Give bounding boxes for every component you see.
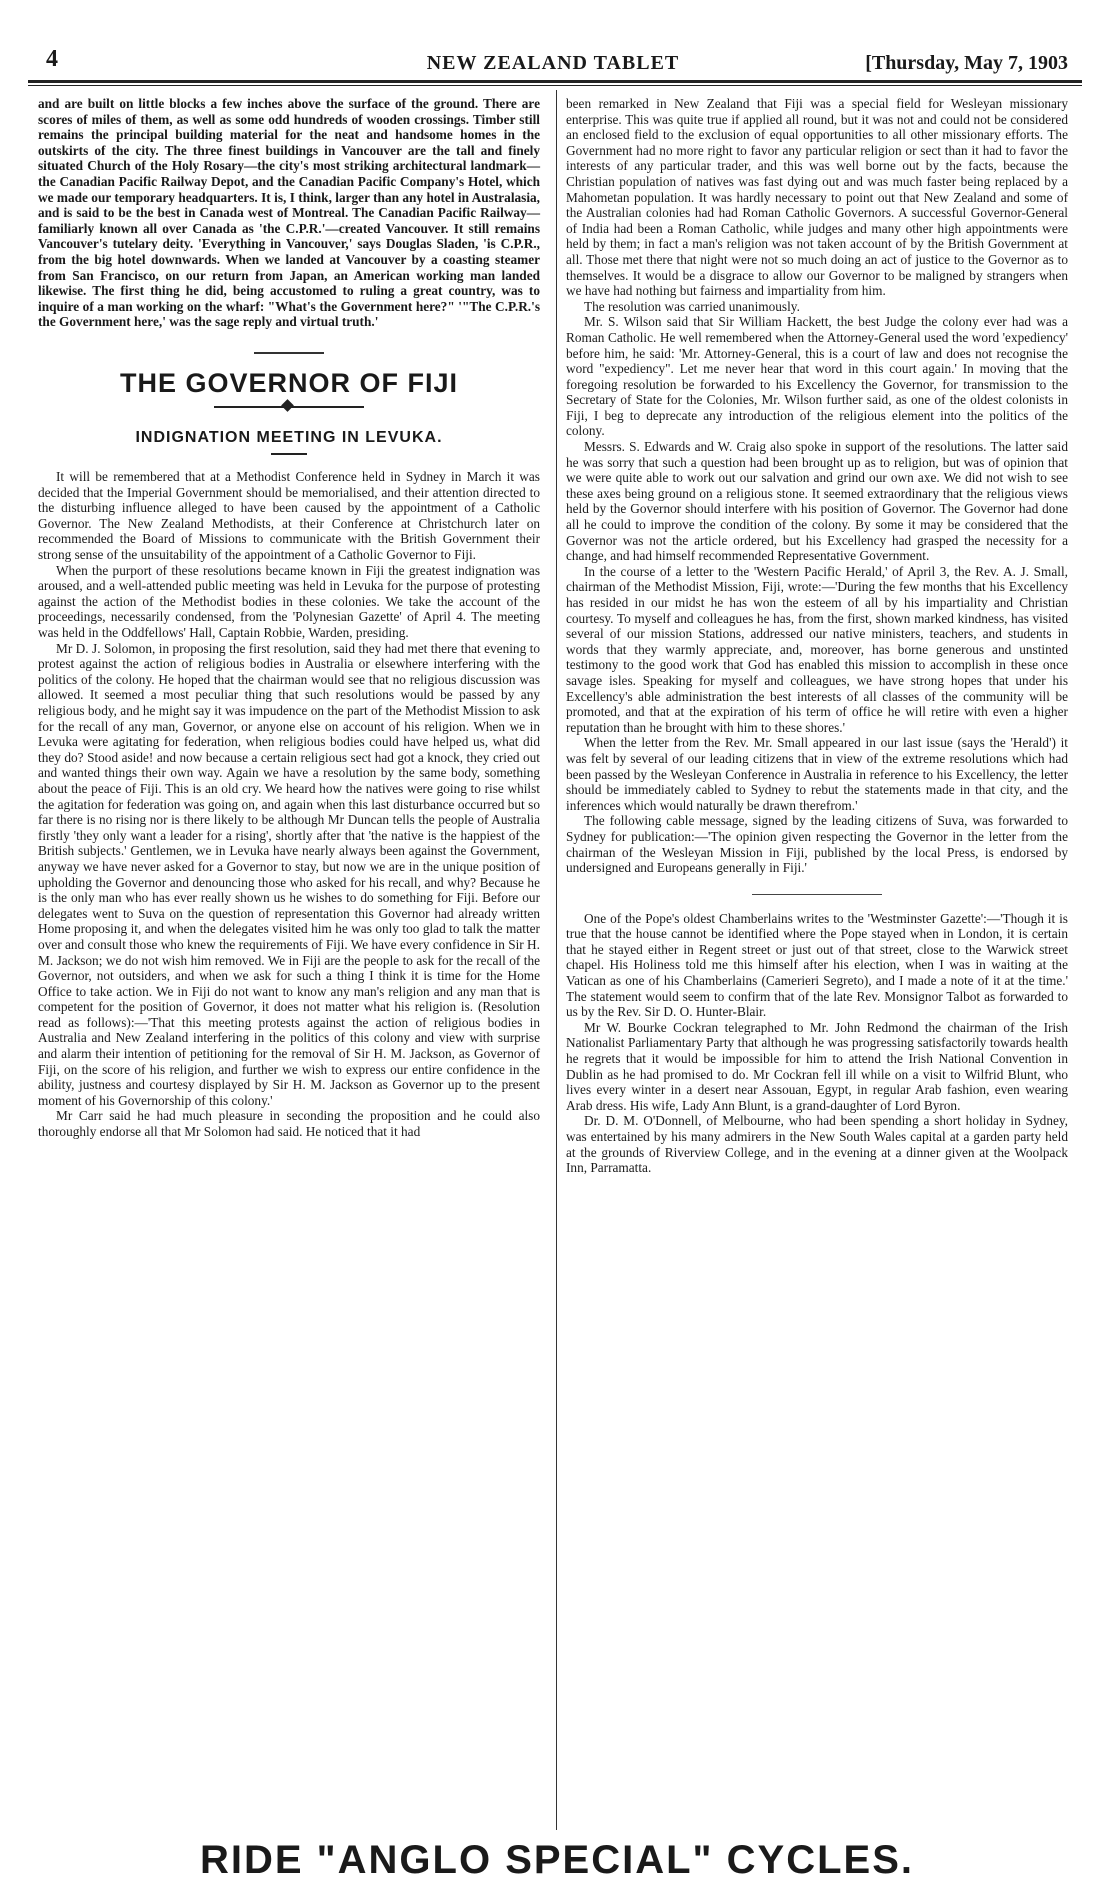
column-divider (556, 90, 557, 1830)
article-paragraph: It will be remembered that at a Methodist Conference held in Sydney in March it was decided that the Imperial Government should be memorialised, and their attention directed to the disturbing influence alleged to have been caused by the appointment of a Catholic Governor. The New Zealand Methodists, at their Conference at Christchurch later on recommended the Board of Missions to communicate with the British Government their strong sense of the unsuitability of the appointment of a Catholic Governor to Fiji. (38, 469, 540, 563)
news-item-paragraph: Mr W. Bourke Cockran telegraphed to Mr. John Redmond the chairman of the Irish Nationalist Parliamentary Party that although he was progressing satisfactorily towards health he regrets that it would be impossible for him to attend the Irish National Convention in Dublin as he had promised to do. Mr Cockran fell ill while on a visit to Wilfrid Blunt, who lives every winter in a desert near Assouan, Egypt, in regular Arab fashion, even wearing Arab dress. His wife, Lady Ann Blunt, is a grand-daughter of Lord Byron. (566, 1019, 1068, 1113)
header-rule-thin (28, 85, 1082, 86)
continued-article-text: and are built on little blocks a few inches above the surface of the ground. There are scores of miles of them, as well as some odd hundreds of wooden crossings. Timber still remains the principal building material for the neat and handsome homes in the outskirts of the city. The three finest buildings in Vancouver are the tall and finely situated Church of the Holy Rosary—the city's most striking architectural landmark—the Canadian Pacific Railway Depot, and the Canadian Pacific Company's Hotel, which we made our temporary headquarters. It is, I think, larger than any hotel in Australasia, and is said to be the best in Canada west of Montreal. The Canadian Pacific Railway—familiarly known all over Canada as 'the C.P.R.'—created Vancouver. It still remains Vancouver's tutelary deity. 'Everything in Vancouver,' says Douglas Sladen, 'is C.P.R., from the big hotel downwards. When we landed at Vancouver by a coasting steamer from San Francisco, on our return from Japan, an American working man landed likewise. The first thing he did, being accustomed to ruling a great country, was to inquire of a man working on the wharf: "What's the Government here?" '"The C.P.R.'s the Government here,' was the sage reply and virtual truth.' (38, 96, 540, 330)
article-headline: THE GOVERNOR OF FIJI (119, 367, 459, 398)
article-paragraph: The following cable message, signed by the leading citizens of Suva, was forwarded to Sydney for publication:—'The opinion given respecting the Governor in the letter from the chairman of the Wesleyan Mission in Fiji, published by the local Press, is endorsed by undersigned and Europeans generally in Fiji.' (566, 813, 1068, 876)
article-paragraph: been remarked in New Zealand that Fiji was a special field for Wesleyan missionary enterprise. This was quite true if applied all round, but it was not and could not be considered an enclosed field to the exclusion of equal opportunities to all other missionary efforts. The Government had no more right to favor any particular religion or sect than it had to favor the interests of any particular trader, and this was well borne out by the facts, because the Christian population of natives was fast dying out and was much faster being replaced by a Mahometan population. It was hardly necessary to point out that New Zealand and some of the Australian colonies had had Roman Catholic Governors. A successful Governor-General of India had been a Roman Catholic, while judges and many other high appointments were held by them; in fact a man's religion was not taken account of by the British Government at all. Those met there that night were not so much doing an act of justice to the Governor as to themselves. It would be a disgrace to allow our Governor to be maligned by strangers when we have had nothing but fairness and impartiality from him. (566, 96, 1068, 299)
header-rule (28, 80, 1082, 83)
subheadline-rule (271, 453, 307, 455)
article-paragraph: When the purport of these resolutions became known in Fiji the greatest indignation was aroused, and a well-attended public meeting was held in Levuka for the purpose of protesting against the action of the Methodist bodies in these colonies. We take the account of the proceedings, necessarily condensed, from the 'Polynesian Gazette' of April 4. The meeting was held in the Oddfellows' Hall, Captain Robbie, Warden, presiding. (38, 562, 540, 641)
masthead (28, 46, 1078, 80)
news-item-paragraph: Dr. D. M. O'Donnell, of Melbourne, who had been spending a short holiday in Sydney, was entertained by his many admirers in the New South Wales capital at a garden party held at the grounds of Riverview College, and in the evening at a dinner given at the Woolpack Inn, Parramatta. (566, 1113, 1068, 1176)
article-paragraph: Mr D. J. Solomon, in proposing the first resolution, said they had met there that evening to protest against the action of religious bodies in Australia or elsewhere interfering with the politics of the colony. He hoped that the chairman would see that no religious discussion was allowed. It seemed a most peculiar thing that such resolutions would be passed by any religious body, and he might say it was impudence on the part of the Methodist Mission to ask for the recall of any man, Governor, or anyone else on account of his religion. When we in Levuka were agitating for federation, when religious bodies could have helped us, what did they do? Stood aside! and now because a certain religious sect had got a knock, they cried out and wanted things their own way. Again we have a resolution by the same body, something about the peace of Fiji. This is an old cry. We heard how the natives were going to rise whilst the agitation for federation was going on, and again when this last disturbance occurred but so far there is no rising nor is there likely to be although Mr Duncan tells the people of Australia firstly 'they only want a leader for a rising', shortly after that 'the native is the happiest of the British subjects.' Gentlemen, we in Levuka have nearly always been against the Government, anyway we have never asked for a Governor to stay, but now we are in the unique position of upholding the Governor and denouncing those who asked for his recall, and why? Because he is the only man who has ever really shown us he wishes to do something for Fiji. Before our delegates went to Suva on the question of representation this Governor had already written Home proposing it, and when the delegates visited him he was only too glad to talk the matter over and consult those who knew the requirements of Fiji. We have every confidence in Sir H. M. Jackson; we do not wish him removed. We in Fiji are the people to ask for the recall of the Governor, not outsiders, and when we ask for such a thing I think it is time for the Home Office to take action. We in Fiji do not want to know any man's religion and any man that is competent for the position of Governor, it does not matter what his religion is. (Resolution read as follows):—'That this meeting protests against the action of religious bodies in Australia and New Zealand interfering in the politics of this colony and view with surprise and alarm their intention of petitioning for the removal of Sir H. M. Jackson, as Governor of Fiji, on the score of his religion, and further we wish to express our entire confidence in the ability, justness and courtesy displayed by Sir H. M. Jackson as Governor up to the present moment of his Governorship of this colony.' (38, 640, 540, 1108)
article-paragraph: Messrs. S. Edwards and W. Craig also spoke in support of the resolutions. The latter said he was sorry that such a question had been brought up as to religion, but was of opinion that we were quite able to work out our salvation and grind our own axe. We did not wish to see these axes being ground on a religious stone. It seemed extraordinary that the religious views held by the Governor should interfere with his position of Governor. The Governor had done all he could to improve the condition of the colony. By some it may be considered that the Governor was not the article ordered, but his Excellency had grasped the necessity for a change, and had himself recommended Representative Government. (566, 439, 1068, 564)
issue-date: [Thursday, May 7, 1903 (865, 52, 1068, 74)
article-paragraph: In the course of a letter to the 'Western Pacific Herald,' of April 3, the Rev. A. J. Small, chairman of the Methodist Mission, Fiji, wrote:—'During the few months that his Excellency has resided in our midst he has won the esteem of all by his impartiality and Christian courtesy. To myself and colleagues he has, from the first, shown marked kindness, has visited several of our mission Stations, addressed our native ministers, teachers, and students in words that they warmly appreciate, and, moreover, has borne generous and unstinted testimony to the good work that God has enabled this mission to accomplish in these once savage isles. Speaking for myself and colleagues, we have strong hopes that under his Excellency's able administration the best interests of all classes of the community will be promoted, and that at the expiration of his term of office he will retire with even a higher reputation than he brought with him to these shores.' (566, 563, 1068, 735)
news-item-paragraph: One of the Pope's oldest Chamberlains writes to the 'Westminster Gazette':—'Though it is true that the house cannot be identified where the Pope stayed when in London, it is certain that he stayed either in Regent street or just out of that street, close to the Warwick street chapel. His Holiness told me this himself after his election, when I was in waiting at the Vatican as one of his Chamberlains (Camerieri Segreto), and I made a note of it at the time.' The statement would seem to confirm that of the late Rev. Monsignor Talbot as forwarded to us by the Rev. Sir D. O. Hunter-Blair. (566, 910, 1068, 1020)
left-column (38, 96, 540, 1140)
article-paragraph: When the letter from the Rev. Mr. Small appeared in our last issue (says the 'Herald') it was felt by several of our leading citizens that in view of the extreme resolutions which had been passed by the Wesleyan Conference in Australia in reference to his Excellency, the letter should be immediately cabled to Sydney to rebut the statements made in that city, and the inferences which would naturally be drawn therefrom.' (566, 735, 1068, 813)
article-paragraph: The resolution was carried unanimously. (584, 298, 800, 314)
section-separator (752, 894, 882, 895)
page-number: 4 (46, 46, 58, 72)
right-column (566, 96, 1068, 1176)
article-paragraph: Mr Carr said he had much pleasure in seconding the proposition and he could also thoroughly endorse all that Mr Solomon had said. He noticed that it had (38, 1108, 540, 1140)
article-subheadline: INDIGNATION MEETING IN LEVUKA. (135, 428, 443, 446)
diamond-rule-ornament (214, 400, 364, 414)
advertisement-banner: RIDE "ANGLO SPECIAL" CYCLES. (200, 1838, 914, 1882)
article-separator (254, 352, 324, 354)
article-paragraph: Mr. S. Wilson said that Sir William Hackett, the best Judge the colony ever had was a Roman Catholic. He well remembered when the Attorney-General used the word 'expediency' before him, he said: 'Mr. Attorney-General, this is a court of law and does not recognise the word "expediency". Let me never hear that word in this court again.' In moving that the foregoing resolution be forwarded to his Excellency the Governor, for transmission to the Secretary of State for the Colonies, Mr. Wilson further said, as one of the oldest colonists in Fiji, I beg to deprecate any introduction of the religious element into the politics of the colony. (566, 314, 1068, 439)
publication-title: NEW ZEALAND TABLET (426, 52, 680, 74)
